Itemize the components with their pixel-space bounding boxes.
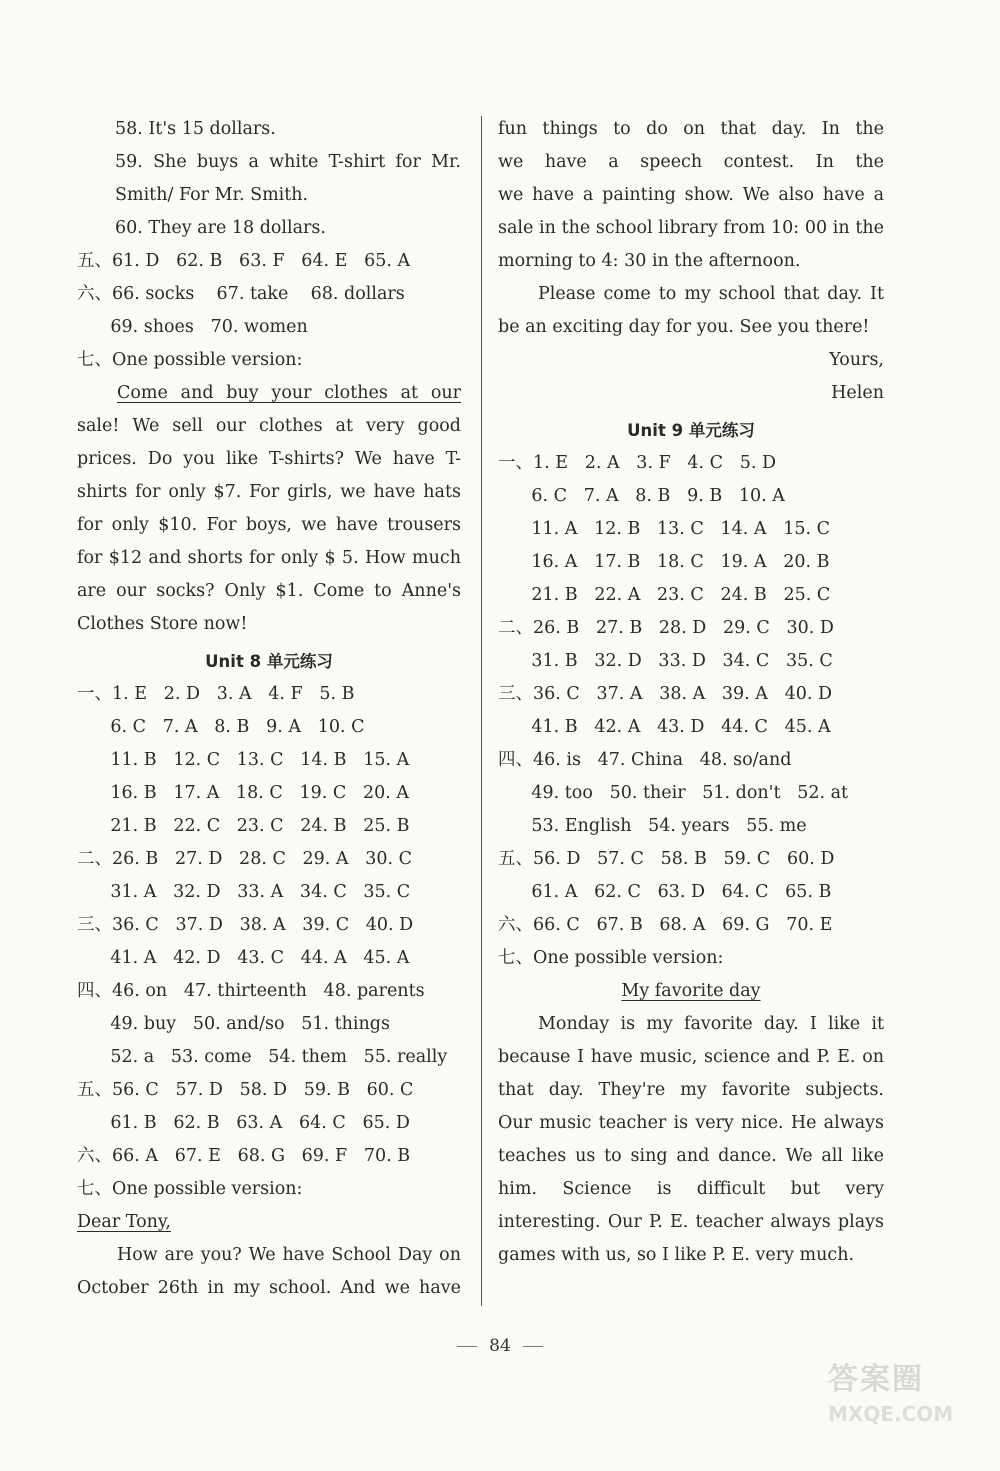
- answer-line: 一、1. E 2. A 3. F 4. C 5. D: [498, 453, 777, 473]
- page-number: 84: [489, 1336, 511, 1356]
- letter-line: October 26th in my school. And we have: [77, 1278, 461, 1298]
- answer-line: 49. buy 50. and/so 51. things: [77, 1014, 390, 1034]
- letter-line: sale in the school library from 10: 00 in the: [498, 218, 884, 238]
- answer-line: 6. C 7. A 8. B 9. B 10. A: [498, 486, 785, 506]
- essay-favorite-day: [498, 1008, 884, 1272]
- answer-line: 六、66. socks 67. take 68. dollars: [77, 284, 405, 304]
- right-column: [498, 113, 884, 1272]
- essay-line: are our socks? Only $1. Come to Anne's: [77, 581, 461, 601]
- answer-line: 11. B 12. C 13. C 14. B 15. A: [77, 750, 410, 770]
- unit8-answers: [77, 678, 461, 1206]
- letter-line: morning to 4: 30 in the afternoon.: [498, 251, 801, 271]
- unit9-title: Unit 9 单元练习: [627, 421, 755, 440]
- answer-line: 53. English 54. years 55. me: [498, 816, 807, 836]
- answer-line: 16. A 17. B 18. C 19. A 20. B: [498, 552, 830, 572]
- answer-line: 16. B 17. A 18. C 19. C 20. A: [77, 783, 410, 803]
- answer-line: 31. B 32. D 33. D 34. C 35. C: [498, 651, 833, 671]
- answers-group-a: [77, 113, 461, 245]
- answer-line: 52. a 53. come 54. them 55. really: [77, 1047, 448, 1067]
- letter-continued: [498, 113, 884, 410]
- letter-line: we have a speech contest. In the: [498, 152, 884, 172]
- answer-line: 61. B 62. B 63. A 64. C 65. D: [77, 1113, 410, 1133]
- answer-line: 七、One possible version:: [77, 1179, 303, 1199]
- answer-line: 六、66. A 67. E 68. G 69. F 70. B: [77, 1146, 411, 1166]
- answer-line: 58. It's 15 dollars.: [115, 119, 276, 139]
- answer-line: Smith/ For Mr. Smith.: [115, 185, 309, 205]
- unit9-answers: [498, 447, 884, 975]
- answer-line: 一、1. E 2. D 3. A 4. F 5. B: [77, 684, 355, 704]
- column-divider: [481, 116, 482, 1306]
- answer-line: 49. too 50. their 51. don't 52. at: [498, 783, 849, 803]
- answer-line: 七、One possible version:: [498, 948, 724, 968]
- essay-line: him. Science is difficult but very: [498, 1179, 884, 1199]
- essay-line: sale! We sell our clothes at very good: [77, 416, 461, 436]
- left-column: [77, 113, 461, 1305]
- letter-line: be an exciting day for you. See you there!: [498, 317, 870, 337]
- essay-line: shirts for only $7. For girls, we have hats: [77, 482, 461, 502]
- watermark-logo-text: 答案圈: [828, 1362, 924, 1397]
- letter-greeting: Dear Tony,: [77, 1212, 171, 1232]
- answer-line: 四、46. on 47. thirteenth 48. parents: [77, 981, 425, 1001]
- footer-dash-right: [523, 1346, 543, 1347]
- answer-line: 61. A 62. C 63. D 64. C 65. B: [498, 882, 832, 902]
- essay-line: prices. Do you like T-shirts? We have T-: [77, 449, 461, 469]
- letter: [77, 1206, 461, 1305]
- answer-line: 二、26. B 27. D 28. C 29. A 30. C: [77, 849, 413, 869]
- essay-line: interesting. Our P. E. teacher always plays: [498, 1212, 884, 1232]
- answer-line: 五、56. D 57. C 58. B 59. C 60. D: [498, 849, 835, 869]
- letter-signature: Helen: [831, 383, 884, 403]
- answer-line: 69. shoes 70. women: [77, 317, 308, 337]
- answer-line: 41. B 42. A 43. D 44. C 45. A: [498, 717, 831, 737]
- essay-line: for $12 and shorts for only $ 5. How much: [77, 548, 461, 568]
- answer-line: 四、46. is 47. China 48. so/and: [498, 750, 792, 770]
- watermark-url: MXQE.COM: [828, 1402, 954, 1426]
- essay-title: [498, 975, 884, 1008]
- answer-line: 11. A 12. B 13. C 14. A 15. C: [498, 519, 831, 539]
- essay-line: because I have music, science and P. E. on: [498, 1047, 884, 1067]
- answer-line: 五、61. D 62. B 63. F 64. E 65. A: [77, 251, 411, 271]
- essay-line: Monday is my favorite day. I like it: [538, 1014, 884, 1034]
- letter-line: How are you? We have School Day on: [117, 1245, 461, 1265]
- answer-line: 59. She buys a white T-shirt for Mr.: [115, 152, 461, 172]
- answers-group-b: [77, 245, 461, 377]
- answer-line: 60. They are 18 dollars.: [115, 218, 326, 238]
- answer-line: 6. C 7. A 8. B 9. A 10. C: [77, 717, 365, 737]
- essay-ad: [77, 377, 461, 641]
- answer-line: 六、66. C 67. B 68. A 69. G 70. E: [498, 915, 833, 935]
- answer-line: 二、26. B 27. B 28. D 29. C 30. D: [498, 618, 834, 638]
- answer-line: 41. A 42. D 43. C 44. A 45. A: [77, 948, 410, 968]
- essay-line: for only $10. For boys, we have trousers: [77, 515, 461, 535]
- letter-closing: Yours,: [829, 350, 884, 370]
- answer-line: 三、36. C 37. A 38. A 39. A 40. D: [498, 684, 833, 704]
- letter-line: Please come to my school that day. It: [538, 284, 884, 304]
- unit8-title: Unit 8 单元练习: [205, 652, 333, 671]
- answer-line: 21. B 22. A 23. C 24. B 25. C: [498, 585, 831, 605]
- footer-dash-left: [457, 1346, 477, 1347]
- watermark: [828, 1354, 978, 1449]
- essay-line: that day. They're my favorite subjects.: [498, 1080, 884, 1100]
- essay-line: games with us, so I like P. E. very much.: [498, 1245, 855, 1265]
- answer-line: 七、One possible version:: [77, 350, 303, 370]
- answer-line: 31. A 32. D 33. A 34. C 35. C: [77, 882, 411, 902]
- page-footer: [0, 1336, 1000, 1356]
- letter-line: we have a painting show. We also have a: [498, 185, 884, 205]
- essay-line: teaches us to sing and dance. We all like: [498, 1146, 884, 1166]
- letter-line: fun things to do on that day. In the: [498, 119, 884, 139]
- essay-line: Our music teacher is very nice. He always: [498, 1113, 884, 1133]
- answer-line: 五、56. C 57. D 58. D 59. B 60. C: [77, 1080, 414, 1100]
- answer-line: 三、36. C 37. D 38. A 39. C 40. D: [77, 915, 414, 935]
- answer-line: 21. B 22. C 23. C 24. B 25. B: [77, 816, 410, 836]
- essay-title-text: My favorite day: [621, 981, 761, 1001]
- essay-line: Come and buy your clothes at our: [117, 383, 461, 403]
- essay-line: Clothes Store now!: [77, 614, 248, 634]
